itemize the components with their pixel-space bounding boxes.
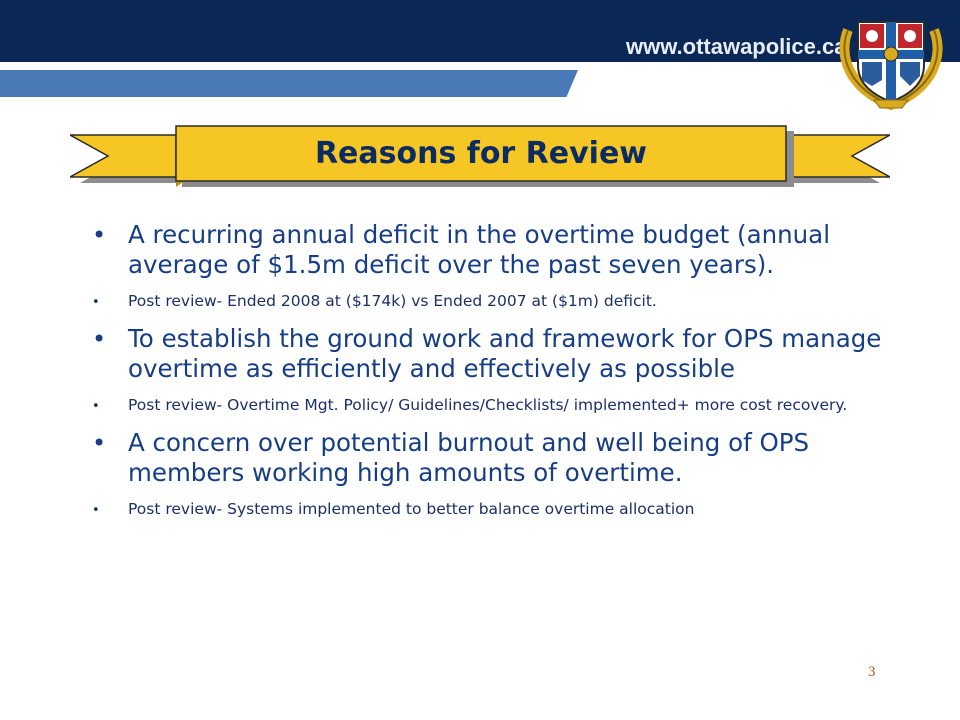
list-item	[72, 428, 892, 488]
bullet-text: To establish the ground work and framework for OPS manage overtime as efficiently and effectively as possible	[128, 324, 882, 383]
ottawa-police-crest-icon	[836, 10, 946, 110]
list-item	[72, 220, 892, 280]
bullet-text: A concern over potential burnout and well being of OPS members working high amounts of overtime.	[128, 428, 810, 487]
bullet-icon: •	[92, 325, 107, 353]
bullet-text: Post review- Systems implemented to better balance overtime allocation	[128, 500, 695, 518]
bullet-icon: •	[92, 399, 100, 414]
bullet-icon: •	[92, 503, 100, 518]
header-accent-strip	[0, 70, 578, 97]
list-item	[72, 290, 892, 312]
bullet-icon: •	[92, 429, 107, 457]
page-number: 3	[868, 664, 876, 680]
bullet-icon: •	[92, 221, 107, 249]
slide-title: Reasons for Review	[314, 136, 648, 171]
bullet-icon: •	[92, 295, 100, 310]
bullet-text: A recurring annual deficit in the overtime budget (annual average of $1.5m deficit over the past seven years).	[128, 220, 830, 279]
bullet-text: Post review- Overtime Mgt. Policy/ Guidelines/Checklists/ implemented+ more cost recovery.	[128, 396, 848, 414]
list-item	[72, 498, 892, 520]
bullet-list	[72, 220, 892, 532]
website-url[interactable]: www.ottawapolice.ca	[626, 34, 847, 59]
list-item	[72, 324, 892, 384]
bullet-text: Post review- Ended 2008 at ($174k) vs Ended 2007 at ($1m) deficit.	[128, 292, 657, 310]
list-item	[72, 394, 892, 416]
